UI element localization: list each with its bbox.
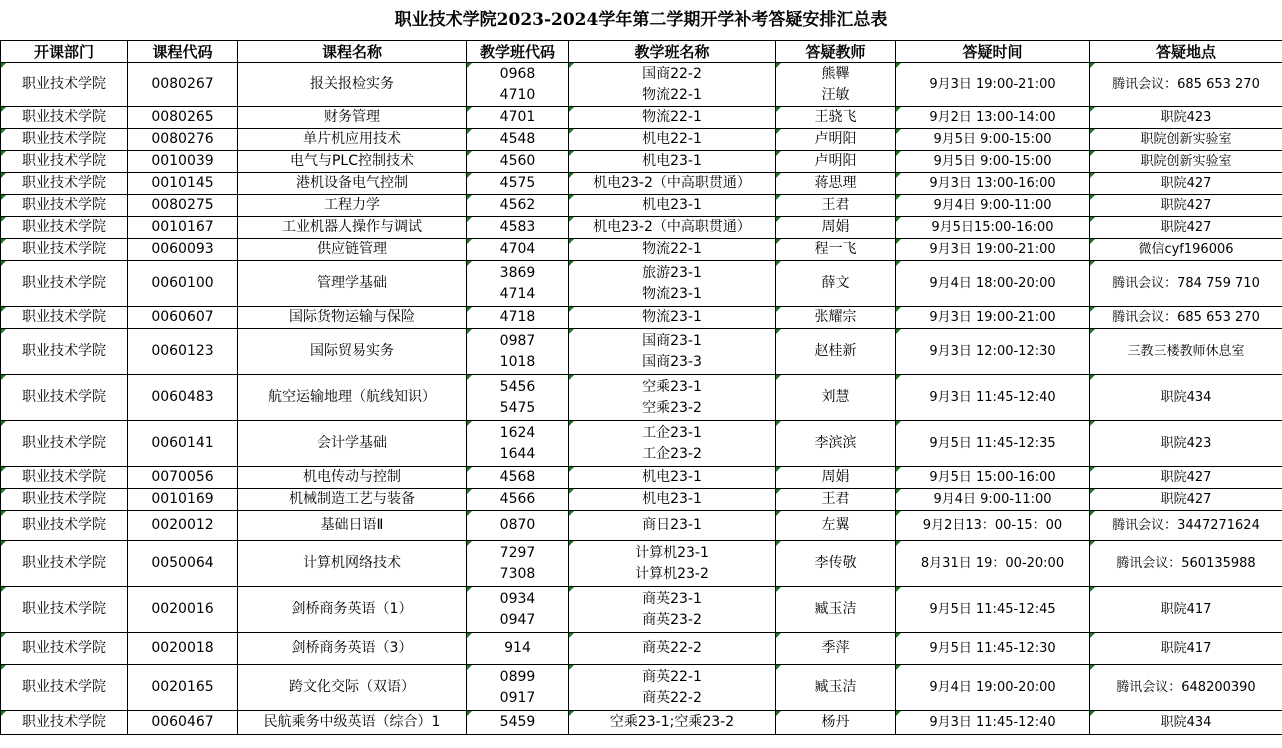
- cell-time: 9月4日 9:00-11:00: [896, 195, 1090, 217]
- cell-course-code: 0020165: [128, 665, 238, 711]
- table-row: [1, 421, 1282, 467]
- header-course-name: 课程名称: [238, 41, 467, 63]
- cell-class-code: [467, 129, 569, 151]
- cell-course-code: 0060100: [128, 261, 238, 307]
- cell-class-name: [569, 375, 776, 421]
- table-row: [1, 375, 1282, 421]
- cell-class-code: [467, 329, 569, 375]
- cell-class-name-line: 机电23-2（中高职贯通）: [593, 219, 751, 235]
- cell-place: 腾讯会议：560135988: [1090, 541, 1282, 587]
- cell-teacher-line: 臧玉洁: [814, 679, 857, 695]
- table-row: [1, 107, 1282, 129]
- cell-class-name-line: 国商22-2: [642, 65, 702, 82]
- cell-course-code: 0020016: [128, 587, 238, 633]
- cell-class-name: [569, 511, 776, 541]
- cell-course-name: 港机设备电气控制: [238, 173, 467, 195]
- cell-class-name-line: 空乘23-1: [642, 378, 702, 395]
- cell-class-name-line: 商英23-2: [642, 611, 702, 628]
- cell-course-code: 0060141: [128, 421, 238, 467]
- cell-dept: 职业技术学院: [1, 541, 128, 587]
- cell-teacher-line: 王君: [821, 491, 850, 507]
- cell-class-code: [467, 467, 569, 489]
- cell-teacher: [776, 107, 896, 129]
- cell-class-name-line: 机电23-1: [642, 153, 702, 169]
- cell-place: 职院423: [1090, 421, 1282, 467]
- table-row: [1, 173, 1282, 195]
- cell-dept: 职业技术学院: [1, 173, 128, 195]
- cell-class-name: [569, 633, 776, 665]
- cell-teacher-line: 左翼: [821, 517, 850, 533]
- cell-course-name: 航空运输地理（航线知识）: [238, 375, 467, 421]
- cell-time: 9月5日 11:45-12:30: [896, 633, 1090, 665]
- cell-time: 9月3日 11:45-12:40: [896, 375, 1090, 421]
- cell-time: 9月5日 11:45-12:35: [896, 421, 1090, 467]
- cell-time: 9月3日 19:00-21:00: [896, 239, 1090, 261]
- cell-dept: 职业技术学院: [1, 489, 128, 511]
- cell-class-name: [569, 195, 776, 217]
- cell-teacher-line: 卢明阳: [814, 153, 857, 169]
- table-row: [1, 541, 1282, 587]
- cell-time: 9月3日 13:00-16:00: [896, 173, 1090, 195]
- table-title: 职业技术学院2023-2024学年第二学期开学补考答疑安排汇总表: [394, 10, 888, 30]
- cell-course-name: 电气与PLC控制技术: [238, 151, 467, 173]
- cell-class-name-line: 工企23-1: [642, 424, 702, 441]
- cell-teacher-line: 臧玉洁: [814, 601, 857, 617]
- cell-course-name: 工程力学: [238, 195, 467, 217]
- cell-place: 腾讯会议：648200390: [1090, 665, 1282, 711]
- cell-dept: 职业技术学院: [1, 467, 128, 489]
- cell-dept: 职业技术学院: [1, 587, 128, 633]
- table-row: [1, 261, 1282, 307]
- cell-course-name: 基础日语Ⅱ: [238, 511, 467, 541]
- cell-course-code: 0060093: [128, 239, 238, 261]
- table-row: [1, 217, 1282, 239]
- cell-dept: 职业技术学院: [1, 665, 128, 711]
- cell-dept: 职业技术学院: [1, 307, 128, 329]
- cell-class-code-line: 5456: [499, 378, 536, 395]
- cell-course-name: 工业机器人操作与调试: [238, 217, 467, 239]
- cell-class-code-line: 7297: [499, 544, 536, 561]
- cell-time: 9月5日15:00-16:00: [896, 217, 1090, 239]
- cell-class-code: [467, 261, 569, 307]
- cell-teacher-line: 周娟: [821, 219, 850, 235]
- header-row: [1, 41, 1282, 63]
- table-row: [1, 151, 1282, 173]
- cell-dept: 职业技术学院: [1, 195, 128, 217]
- cell-class-name: [569, 107, 776, 129]
- cell-class-name-line: 物流22-1: [642, 241, 702, 257]
- cell-teacher-line: 刘慧: [821, 389, 850, 405]
- table-row: [1, 665, 1282, 711]
- cell-class-name: [569, 307, 776, 329]
- cell-class-name-line: 工企23-2: [642, 445, 702, 462]
- cell-class-code-line: 4704: [499, 241, 536, 257]
- cell-teacher-line: 周娟: [821, 469, 850, 485]
- cell-class-code-line: 0947: [499, 611, 536, 628]
- cell-class-name: [569, 239, 776, 261]
- cell-dept: 职业技术学院: [1, 107, 128, 129]
- cell-teacher: [776, 587, 896, 633]
- table-row: [1, 711, 1282, 735]
- cell-teacher: [776, 511, 896, 541]
- cell-teacher-line: 王骁飞: [814, 109, 857, 125]
- cell-class-name-line: 空乘23-2: [642, 399, 702, 416]
- cell-class-code: [467, 375, 569, 421]
- table-row: [1, 511, 1282, 541]
- cell-class-code-line: 7308: [499, 565, 536, 582]
- cell-time: 9月5日 11:45-12:45: [896, 587, 1090, 633]
- cell-place: 腾讯会议：3447271624: [1090, 511, 1282, 541]
- cell-time: 9月2日 13:00-14:00: [896, 107, 1090, 129]
- cell-time: 9月3日 11:45-12:40: [896, 711, 1090, 735]
- cell-class-code-line: 4548: [499, 131, 536, 147]
- cell-time: 9月3日 19:00-21:00: [896, 63, 1090, 107]
- cell-class-code-line: 0917: [499, 689, 536, 706]
- cell-class-name-line: 物流23-1: [642, 309, 702, 325]
- cell-teacher: [776, 665, 896, 711]
- cell-teacher: [776, 239, 896, 261]
- cell-teacher-line: 卢明阳: [814, 131, 857, 147]
- cell-teacher-line: 薛文: [821, 275, 850, 291]
- cell-teacher: [776, 489, 896, 511]
- cell-class-code: [467, 587, 569, 633]
- cell-course-code: 0010169: [128, 489, 238, 511]
- cell-course-code: 0080275: [128, 195, 238, 217]
- cell-course-code: 0080265: [128, 107, 238, 129]
- cell-teacher-line: 汪敏: [821, 86, 850, 103]
- cell-class-name-line: 机电22-1: [642, 131, 702, 147]
- cell-class-code-line: 0899: [499, 668, 536, 685]
- cell-class-name: [569, 329, 776, 375]
- cell-teacher-line: 赵桂新: [814, 343, 857, 359]
- cell-course-name: 跨文化交际（双语）: [238, 665, 467, 711]
- cell-course-code: 0020012: [128, 511, 238, 541]
- cell-dept: 职业技术学院: [1, 63, 128, 107]
- cell-class-code: [467, 63, 569, 107]
- cell-teacher-line: 杨丹: [821, 714, 850, 730]
- cell-place: 职院434: [1090, 375, 1282, 421]
- cell-teacher: [776, 375, 896, 421]
- cell-teacher: [776, 467, 896, 489]
- cell-class-code-line: 1644: [499, 445, 536, 462]
- cell-teacher: [776, 329, 896, 375]
- cell-class-code: [467, 489, 569, 511]
- cell-class-code-line: 4714: [499, 285, 536, 302]
- cell-class-code-line: 914: [504, 640, 531, 656]
- cell-place: 腾讯会议：685 653 270: [1090, 307, 1282, 329]
- cell-dept: 职业技术学院: [1, 375, 128, 421]
- cell-time: 8月31日 19：00-20:00: [896, 541, 1090, 587]
- cell-class-code-line: 3869: [499, 264, 536, 281]
- cell-time: 9月3日 12:00-12:30: [896, 329, 1090, 375]
- cell-teacher-line: 季萍: [821, 640, 850, 656]
- table-row: [1, 195, 1282, 217]
- table-row: [1, 633, 1282, 665]
- cell-teacher-line: 王君: [821, 197, 850, 213]
- cell-course-code: 0070056: [128, 467, 238, 489]
- cell-class-code: [467, 151, 569, 173]
- cell-class-name: [569, 489, 776, 511]
- cell-dept: 职业技术学院: [1, 711, 128, 735]
- cell-class-name-line: 商英22-1: [642, 668, 702, 685]
- cell-teacher: [776, 195, 896, 217]
- cell-class-name-line: 机电23-1: [642, 491, 702, 507]
- cell-time: 9月5日 9:00-15:00: [896, 129, 1090, 151]
- cell-place: 职院417: [1090, 633, 1282, 665]
- cell-teacher: [776, 633, 896, 665]
- cell-teacher: [776, 261, 896, 307]
- cell-class-name: [569, 129, 776, 151]
- header-course-code: 课程代码: [128, 41, 238, 63]
- cell-class-name-line: 国商23-1: [642, 332, 702, 349]
- cell-course-code: 0060123: [128, 329, 238, 375]
- cell-class-name: [569, 173, 776, 195]
- cell-course-code: 0010145: [128, 173, 238, 195]
- cell-class-code-line: 4562: [499, 197, 536, 213]
- table-row: [1, 129, 1282, 151]
- cell-class-code-line: 1018: [499, 353, 536, 370]
- cell-course-name: 管理学基础: [238, 261, 467, 307]
- cell-teacher: [776, 307, 896, 329]
- cell-class-code-line: 4566: [499, 491, 536, 507]
- cell-teacher-line: 李滨滨: [814, 435, 857, 451]
- cell-class-code: [467, 421, 569, 467]
- cell-class-code-line: 4718: [499, 309, 536, 325]
- cell-class-code-line: 4701: [499, 109, 536, 125]
- cell-place: 职院创新实验室: [1090, 151, 1282, 173]
- cell-dept: 职业技术学院: [1, 511, 128, 541]
- cell-class-code-line: 0968: [499, 65, 536, 82]
- cell-place: 腾讯会议：685 653 270: [1090, 63, 1282, 107]
- cell-place: 职院创新实验室: [1090, 129, 1282, 151]
- cell-teacher: [776, 421, 896, 467]
- cell-class-code-line: 5475: [499, 399, 536, 416]
- cell-class-code: [467, 195, 569, 217]
- table-row: [1, 307, 1282, 329]
- cell-class-code: [467, 217, 569, 239]
- cell-class-name-line: 国商23-3: [642, 353, 702, 370]
- header-dept: 开课部门: [1, 41, 128, 63]
- cell-class-name-line: 机电23-2（中高职贯通）: [593, 175, 751, 191]
- cell-class-code-line: 4583: [499, 219, 536, 235]
- cell-class-name: [569, 261, 776, 307]
- cell-dept: 职业技术学院: [1, 633, 128, 665]
- cell-course-name: 剑桥商务英语（3）: [238, 633, 467, 665]
- cell-teacher: [776, 217, 896, 239]
- schedule-table: [0, 40, 1282, 735]
- cell-class-name: [569, 541, 776, 587]
- cell-course-code: 0060483: [128, 375, 238, 421]
- table-row: [1, 63, 1282, 107]
- cell-dept: 职业技术学院: [1, 261, 128, 307]
- cell-class-name-line: 商英22-2: [642, 640, 702, 656]
- cell-teacher-line: 李传敬: [814, 555, 857, 571]
- cell-teacher: [776, 151, 896, 173]
- cell-teacher: [776, 173, 896, 195]
- cell-class-code: [467, 511, 569, 541]
- cell-class-name-line: 空乘23-1;空乘23-2: [609, 714, 735, 730]
- cell-place: 职院427: [1090, 195, 1282, 217]
- cell-course-code: 0050064: [128, 541, 238, 587]
- cell-place: 职院423: [1090, 107, 1282, 129]
- cell-class-name: [569, 467, 776, 489]
- cell-class-name-line: 机电23-1: [642, 197, 702, 213]
- header-class-code: 教学班代码: [467, 41, 569, 63]
- cell-class-code-line: 0870: [499, 517, 536, 533]
- cell-dept: 职业技术学院: [1, 151, 128, 173]
- cell-place: 职院427: [1090, 217, 1282, 239]
- cell-class-name: [569, 151, 776, 173]
- cell-course-code: 0010167: [128, 217, 238, 239]
- cell-class-name-line: 物流23-1: [642, 285, 702, 302]
- cell-course-name: 报关报检实务: [238, 63, 467, 107]
- cell-teacher: [776, 541, 896, 587]
- cell-class-code: [467, 307, 569, 329]
- cell-place: 职院427: [1090, 467, 1282, 489]
- cell-teacher-line: 熊鞸: [821, 65, 850, 82]
- cell-course-code: 0060467: [128, 711, 238, 735]
- cell-time: 9月4日 18:00-20:00: [896, 261, 1090, 307]
- cell-course-name: 剑桥商务英语（1）: [238, 587, 467, 633]
- cell-class-name-line: 物流22-1: [642, 109, 702, 125]
- cell-class-name-line: 计算机23-1: [635, 544, 709, 561]
- cell-course-name: 国际货物运输与保险: [238, 307, 467, 329]
- cell-dept: 职业技术学院: [1, 421, 128, 467]
- cell-class-code: [467, 173, 569, 195]
- cell-course-code: 0020018: [128, 633, 238, 665]
- cell-class-code: [467, 239, 569, 261]
- cell-class-name-line: 旅游23-1: [642, 264, 702, 281]
- cell-time: 9月5日 9:00-15:00: [896, 151, 1090, 173]
- cell-time: 9月2日13：00-15：00: [896, 511, 1090, 541]
- cell-course-name: 财务管理: [238, 107, 467, 129]
- cell-class-name: [569, 63, 776, 107]
- cell-class-name-line: 机电23-1: [642, 469, 702, 485]
- table-body: [1, 63, 1282, 735]
- cell-course-code: 0080267: [128, 63, 238, 107]
- cell-place: 微信cyf196006: [1090, 239, 1282, 261]
- cell-time: 9月5日 15:00-16:00: [896, 467, 1090, 489]
- cell-dept: 职业技术学院: [1, 217, 128, 239]
- cell-course-code: 0080276: [128, 129, 238, 151]
- cell-teacher: [776, 129, 896, 151]
- cell-place: 三教三楼教师休息室: [1090, 329, 1282, 375]
- cell-dept: 职业技术学院: [1, 239, 128, 261]
- table-row: [1, 329, 1282, 375]
- cell-teacher: [776, 711, 896, 735]
- cell-place: 职院427: [1090, 173, 1282, 195]
- cell-course-name: 供应链管理: [238, 239, 467, 261]
- cell-class-code-line: 4710: [499, 86, 536, 103]
- cell-class-name-line: 商日23-1: [642, 517, 702, 533]
- cell-class-code-line: 4568: [499, 469, 536, 485]
- cell-class-name: [569, 421, 776, 467]
- cell-place: 职院417: [1090, 587, 1282, 633]
- table-row: [1, 587, 1282, 633]
- cell-class-code-line: 5459: [499, 714, 536, 730]
- header-time: 答疑时间: [896, 41, 1090, 63]
- header-place: 答疑地点: [1090, 41, 1282, 63]
- cell-teacher-line: 程一飞: [814, 241, 857, 257]
- cell-dept: 职业技术学院: [1, 129, 128, 151]
- cell-class-name: [569, 665, 776, 711]
- cell-class-code-line: 0934: [499, 590, 536, 607]
- table-row: [1, 239, 1282, 261]
- cell-class-name: [569, 711, 776, 735]
- cell-course-name: 国际贸易实务: [238, 329, 467, 375]
- cell-class-name: [569, 587, 776, 633]
- header-teacher: 答疑教师: [776, 41, 896, 63]
- cell-class-code-line: 4560: [499, 153, 536, 169]
- cell-class-code-line: 4575: [499, 175, 536, 191]
- cell-course-name: 机电传动与控制: [238, 467, 467, 489]
- cell-time: 9月4日 9:00-11:00: [896, 489, 1090, 511]
- cell-class-code: [467, 665, 569, 711]
- cell-class-code: [467, 633, 569, 665]
- cell-teacher-line: 蒋思理: [814, 175, 857, 191]
- cell-teacher-line: 张耀宗: [814, 309, 857, 325]
- table-row: [1, 489, 1282, 511]
- cell-place: 腾讯会议：784 759 710: [1090, 261, 1282, 307]
- cell-course-code: 0010039: [128, 151, 238, 173]
- cell-class-name-line: 商英22-2: [642, 689, 702, 706]
- cell-place: 职院434: [1090, 711, 1282, 735]
- cell-class-name-line: 商英23-1: [642, 590, 702, 607]
- cell-dept: 职业技术学院: [1, 329, 128, 375]
- cell-class-code: [467, 107, 569, 129]
- cell-course-name: 单片机应用技术: [238, 129, 467, 151]
- cell-class-code: [467, 541, 569, 587]
- cell-course-name: 计算机网络技术: [238, 541, 467, 587]
- cell-time: 9月4日 19:00-20:00: [896, 665, 1090, 711]
- cell-course-name: 会计学基础: [238, 421, 467, 467]
- cell-time: 9月3日 19:00-21:00: [896, 307, 1090, 329]
- cell-class-code: [467, 711, 569, 735]
- cell-class-code-line: 1624: [499, 424, 536, 441]
- cell-class-name-line: 计算机23-2: [635, 565, 709, 582]
- cell-course-code: 0060607: [128, 307, 238, 329]
- cell-place: 职院427: [1090, 489, 1282, 511]
- cell-teacher: [776, 63, 896, 107]
- header-class-name: 教学班名称: [569, 41, 776, 63]
- cell-class-code-line: 0987: [499, 332, 536, 349]
- cell-class-name: [569, 217, 776, 239]
- cell-course-name: 机械制造工艺与装备: [238, 489, 467, 511]
- table-row: [1, 467, 1282, 489]
- cell-class-name-line: 物流22-1: [642, 86, 702, 103]
- cell-course-name: 民航乘务中级英语（综合）1: [238, 711, 467, 735]
